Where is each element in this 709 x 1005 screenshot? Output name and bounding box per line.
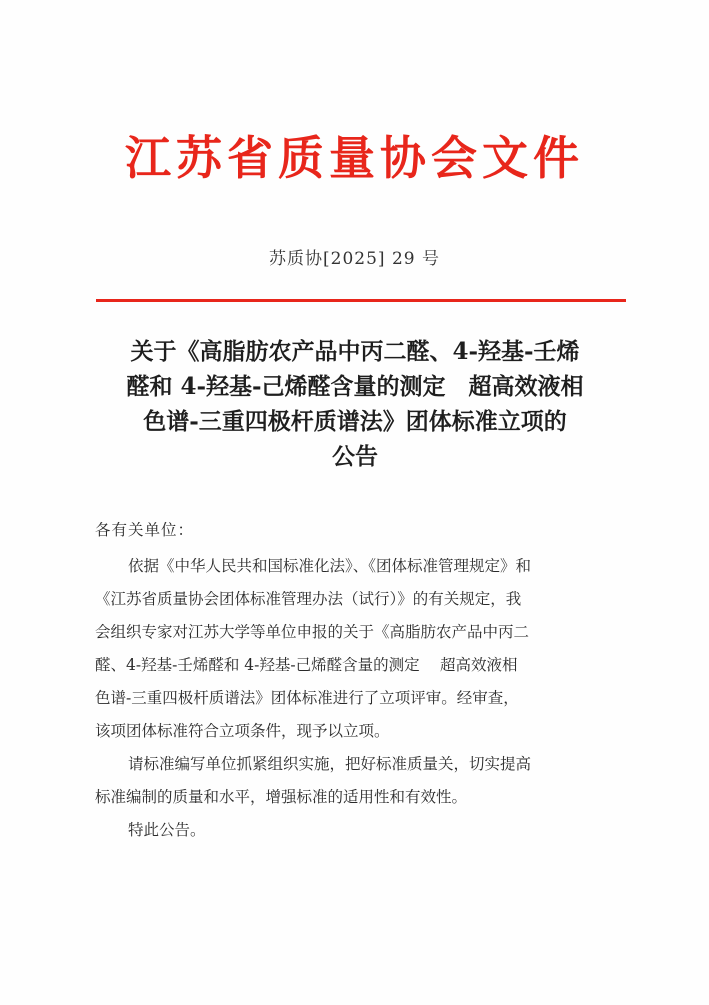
red-divider [96,299,626,302]
document-body [95,550,635,847]
title-line: 醛和 4-羟基-己烯醛含量的测定 超高效液相 [126,373,584,400]
title-line: 色谱-三重四极杆质谱法》团体标准立项的 [143,408,567,435]
body-line: 醛、4-羟基-壬烯醛和 4-羟基-己烯醛含量的测定 超高效液相 [95,656,518,674]
body-line: 依据《中华人民共和国标准化法》、《团体标准管理规定》和 [128,557,532,575]
body-line: 标准编制的质量和水平，增强标准的适用性和有效性。 [95,788,468,806]
document-header: 江苏省质量协会文件 [125,131,584,185]
body-line: 特此公告。 [128,821,206,839]
body-line: 会组织专家对江苏大学等单位申报的关于《高脂肪农产品中丙二 [95,623,530,641]
document-number: 苏质协[2025] 29 号 [269,249,440,269]
salutation: 各有关单位： [95,521,195,539]
body-line: 请标准编写单位抓紧组织实施，把好标准质量关，切实提高 [128,755,532,773]
document-title [88,334,622,474]
body-line: 《江苏省质量协会团体标准管理办法（试行）》的有关规定，我 [95,590,522,608]
body-line: 该项团体标准符合立项条件，现予以立项。 [95,722,390,740]
title-line: 关于《高脂肪农产品中丙二醛、4-羟基-壬烯 [130,338,580,365]
body-line: 色谱-三重四极杆质谱法》团体标准进行了立项评审。经审查， [95,689,519,707]
title-line: 公告 [332,443,378,470]
